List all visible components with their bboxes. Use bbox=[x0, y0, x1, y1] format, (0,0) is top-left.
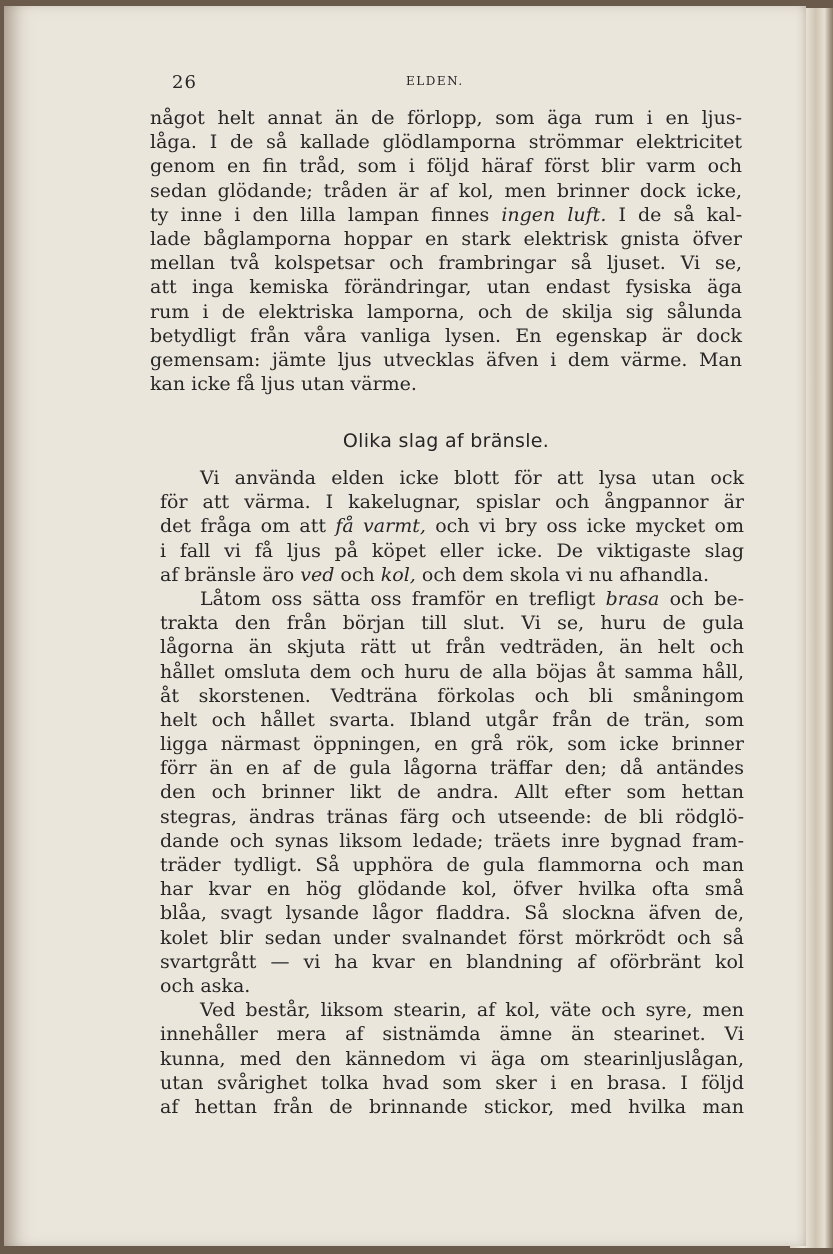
text-line bbox=[160, 514, 744, 538]
text-line bbox=[160, 563, 744, 587]
text-line: mellan två kolspetsar och frambringar så ljuset. Vi se, bbox=[150, 252, 742, 275]
section-heading: Olika slag af bränsle. bbox=[342, 430, 550, 452]
text-line: svartgrått — vi ha kvar en blandning af oförbränt kol bbox=[160, 950, 744, 973]
text-line: träder tydligt. Så upphöra de gula flammorna och man bbox=[160, 854, 744, 876]
text-line: blåa, svagt lysande lågor fladdra. Så slockna äfven de, bbox=[160, 902, 744, 925]
text-fragment: och dem skola vi nu afhandla. bbox=[415, 563, 709, 586]
text-line bbox=[160, 587, 744, 611]
text-line: ligga närmast öppningen, en grå rök, som icke brinner bbox=[160, 733, 744, 756]
text-line: lade båglamporna hoppar en stark elektrisk gnista öfver bbox=[150, 227, 742, 250]
text-line: Ved består, liksom stearin, af kol, väte och syre, men bbox=[200, 999, 744, 1022]
paragraph-fuel bbox=[160, 466, 744, 1119]
italic-fragment: ved bbox=[300, 563, 335, 586]
italic-fragment: få varmt, bbox=[335, 515, 426, 538]
text-line: i fall vi få ljus på köpet eller icke. De viktigaste slag bbox=[160, 539, 744, 562]
text-line: gemensam: jämte ljus utvecklas äfven i dem värme. Man bbox=[150, 348, 742, 371]
text-line: kolet blir sedan under svalnandet först mörkrödt och så bbox=[160, 926, 744, 949]
text-line: låga. I de så kallade glödlamporna strömmar elektricitet bbox=[150, 131, 742, 154]
text-line: genom en fin tråd, som i följd häraf först blir varm och bbox=[150, 155, 742, 178]
page-number: 26 bbox=[172, 72, 197, 93]
text-fragment: af bränsle äro bbox=[160, 563, 301, 586]
text-line: trakta den från början till slut. Vi se, huru de gula bbox=[160, 612, 744, 635]
text-line: af hettan från de brinnande stickor, med hvilka man bbox=[160, 1095, 744, 1118]
text-fragment: och bbox=[334, 563, 381, 586]
text-line: och aska. bbox=[160, 974, 251, 997]
text-line: rum i de elektriska lamporna, och de skilja sig sålunda bbox=[150, 300, 742, 323]
text-line: för att värma. I kakelugnar, spislar och ångpannor är bbox=[160, 491, 744, 514]
text-line: dande och synas liksom ledade; träets inre bygnad fram- bbox=[160, 829, 744, 852]
text-fragment: I de så kal- bbox=[606, 203, 742, 226]
paragraph-electric-lamps bbox=[150, 106, 742, 396]
book-page bbox=[4, 6, 806, 1246]
text-fragment: och be- bbox=[659, 587, 745, 610]
text-line: kan icke få ljus utan värme. bbox=[150, 373, 417, 396]
italic-fragment: kol, bbox=[380, 563, 416, 586]
text-line: förr än en af de gula lågorna träffar den; då antändes bbox=[160, 757, 744, 780]
text-line: hållet omsluta dem och huru de alla böjas åt samma håll, bbox=[160, 660, 744, 683]
text-line: innehåller mera af sistnämda ämne än stearinet. Vi bbox=[160, 1023, 744, 1046]
text-line: helt och hållet svarta. Ibland utgår från de trän, som bbox=[160, 708, 744, 731]
text-line: betydligt från våra vanliga lysen. En egenskap är dock bbox=[150, 324, 742, 347]
text-line: att inga kemiska förändringar, utan endast fysiska äga bbox=[150, 276, 742, 299]
text-fragment: Låtom oss sätta oss framför en trefligt bbox=[200, 587, 606, 610]
text-line: utan svårighet tolka hvad som sker i en brasa. I följd bbox=[160, 1071, 744, 1094]
text-line: kunna, med den kännedom vi äga om stearinljuslågan, bbox=[160, 1047, 744, 1070]
text-line: har kvar en hög glödande kol, öfver hvilka ofta små bbox=[160, 878, 744, 901]
italic-fragment: brasa bbox=[605, 587, 660, 610]
text-line: sedan glödande; tråden är af kol, men brinner dock icke, bbox=[150, 179, 742, 202]
text-line: Vi använda elden icke blott för att lysa utan ock bbox=[200, 467, 744, 489]
text-line bbox=[150, 203, 742, 227]
text-line: något helt annat än de förlopp, som äga rum i en ljus- bbox=[150, 107, 742, 129]
text-fragment: det fråga om att bbox=[160, 515, 336, 538]
italic-fragment: ingen luft. bbox=[501, 203, 607, 226]
text-line: den och brinner likt de andra. Allt efter som hettan bbox=[160, 781, 744, 804]
running-head: ELDEN. bbox=[406, 74, 464, 88]
text-line: lågorna än skjuta rätt ut från vedträden, än helt och bbox=[160, 636, 744, 659]
text-fragment: och vi bry oss icke mycket om bbox=[425, 515, 744, 538]
text-line: stegras, ändras tränas färg och utseende: de bli rödglö- bbox=[160, 805, 744, 828]
text-fragment: ty inne i den lilla lampan finnes bbox=[150, 203, 502, 226]
text-line: åt skorstenen. Vedträna förkolas och bli småningom bbox=[160, 684, 744, 707]
